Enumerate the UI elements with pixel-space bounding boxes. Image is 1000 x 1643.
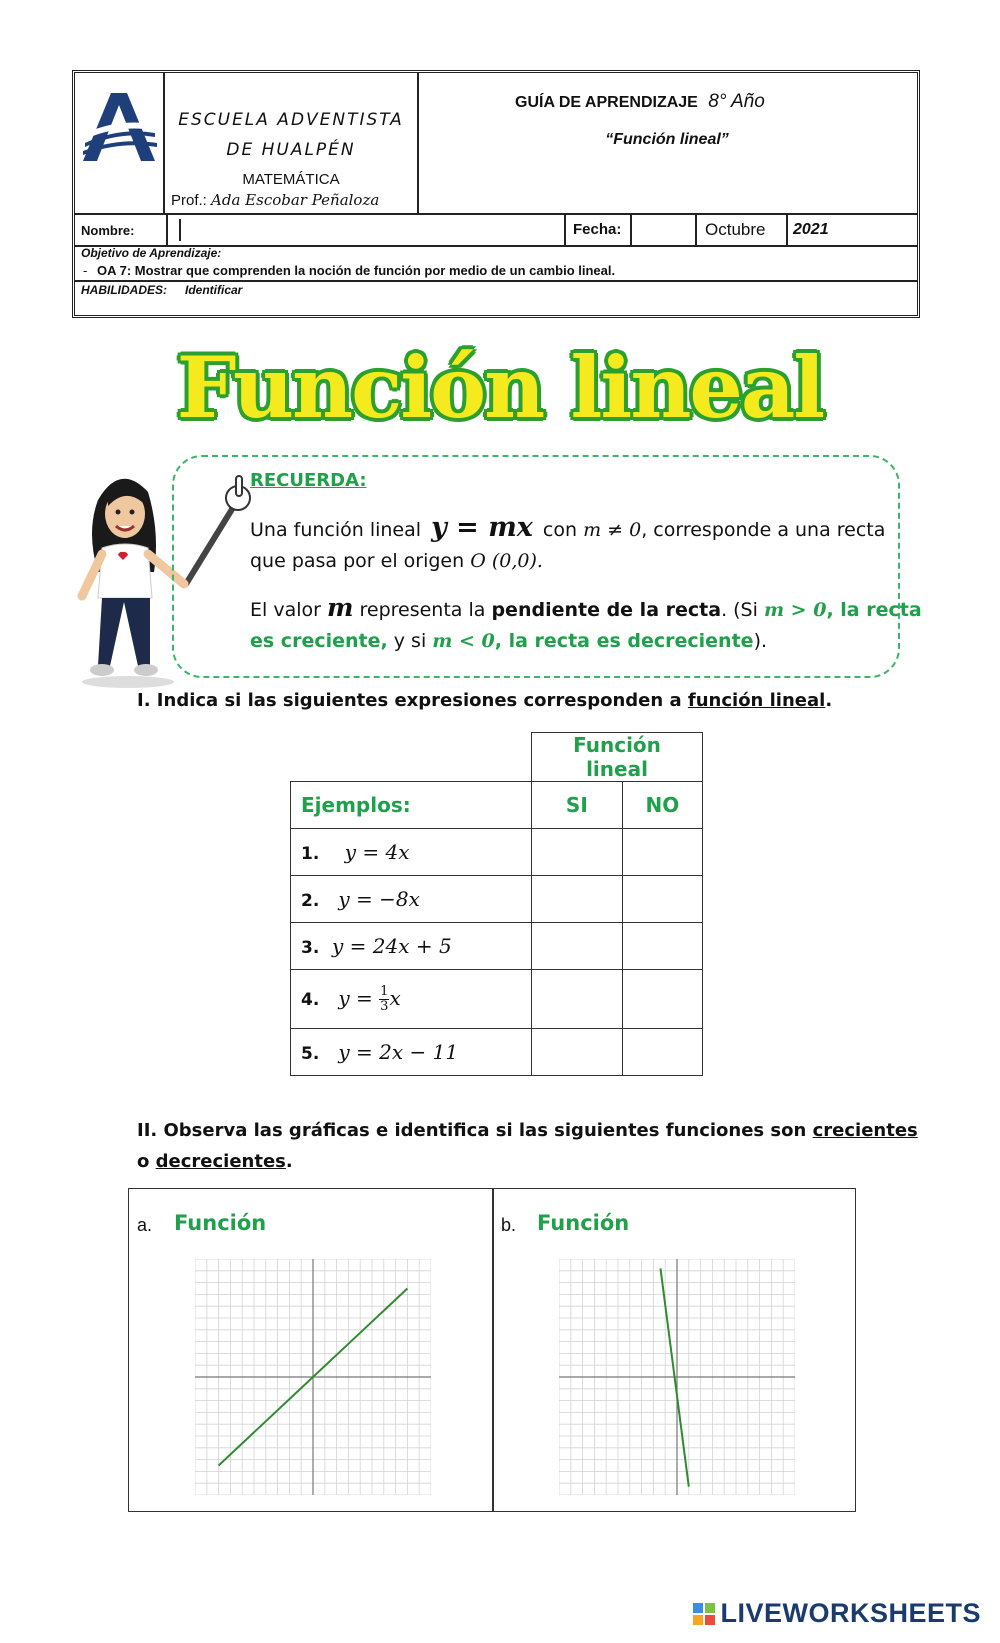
- table-header-funcion-lineal: Función lineal: [532, 733, 703, 782]
- yes-cell[interactable]: [532, 829, 623, 876]
- table-row: [291, 923, 703, 970]
- table-row: [291, 829, 703, 876]
- fraction-denominator: 3: [380, 998, 389, 1014]
- recuerda-paragraph-2: [250, 592, 922, 657]
- date-day-input[interactable]: [633, 215, 693, 243]
- footer-brand: [692, 1598, 981, 1629]
- graph-a-label: Función: [174, 1211, 267, 1235]
- name-input[interactable]: [179, 219, 561, 241]
- text-p1c: , corresponde a una recta: [641, 519, 886, 541]
- table-row: [291, 970, 703, 1029]
- date-label: Fecha:: [573, 221, 622, 238]
- month-label: Octubre: [705, 220, 766, 239]
- grade-label: 8° Año: [708, 91, 765, 112]
- text-p2c: . (Si: [721, 599, 758, 621]
- text-p2d: , la recta: [826, 599, 922, 621]
- row-expression: y = 4x: [344, 840, 410, 864]
- page-title: Función lineal: [176, 338, 824, 437]
- row-number: 4.: [301, 989, 320, 1010]
- year-label: 2021: [793, 221, 829, 238]
- text-p1a: Una función lineal: [250, 519, 422, 541]
- no-cell[interactable]: [622, 876, 702, 923]
- fraction-numerator: 1: [380, 983, 389, 999]
- recuerda-paragraph-1: [250, 512, 900, 577]
- row-number: 1.: [301, 844, 320, 864]
- graph-a-letter: a.: [137, 1215, 153, 1235]
- school-logo-icon: [81, 91, 157, 163]
- no-cell[interactable]: [622, 970, 702, 1029]
- graph-a-plot: [195, 1259, 431, 1495]
- row-number: 3.: [301, 938, 320, 958]
- graphs-box: [128, 1188, 856, 1512]
- teacher-name: Ada Escobar Peñaloza: [211, 191, 380, 209]
- text-p1b: con: [542, 519, 578, 541]
- objective-line: [83, 263, 615, 278]
- examples-header: Ejemplos:: [291, 782, 532, 829]
- text-p2e: es creciente,: [250, 630, 388, 652]
- row-number: 5.: [301, 1044, 320, 1064]
- no-cell[interactable]: [622, 923, 702, 970]
- section2-line1: II. Observa las gráficas e identifica si las siguientes funciones son: [137, 1120, 807, 1141]
- subject-label: MATEMÁTICA: [242, 171, 340, 188]
- yes-cell[interactable]: [532, 923, 623, 970]
- yes-cell[interactable]: [532, 876, 623, 923]
- row-expression: y = 2x − 11: [338, 1040, 459, 1064]
- guide-heading: [515, 91, 765, 113]
- section1-prefix: I. Indica si las siguientes expresiones corresponden a: [137, 690, 682, 711]
- condition-m-neq-0: m ≠ 0: [583, 519, 642, 541]
- row-expression: y = 24x + 5: [332, 934, 452, 958]
- text-p2g: , la recta es decreciente: [494, 630, 754, 652]
- graph-b-label: Función: [537, 1211, 630, 1235]
- teacher-line: [171, 191, 411, 209]
- no-header: NO: [622, 782, 702, 829]
- yes-cell[interactable]: [532, 970, 623, 1029]
- section2-instruction: [137, 1115, 918, 1177]
- row-number: 2.: [301, 891, 320, 911]
- footer-brand-text: LIVEWORKSHEETS: [720, 1598, 981, 1628]
- table-row: [291, 876, 703, 923]
- school-name: ESCUELA ADVENTISTA DE HUALPÉN: [178, 110, 404, 160]
- recuerda-heading: RECUERDA:: [250, 470, 367, 491]
- row-expression-x: x: [389, 985, 401, 1010]
- row-expression: y = −8x: [338, 887, 420, 911]
- objective-label: Objetivo de Aprendizaje:: [81, 246, 222, 260]
- skills-label: HABILIDADES:: [81, 283, 167, 297]
- section2-decrecientes: decrecientes: [155, 1151, 286, 1172]
- guide-title: GUÍA DE APRENDIZAJE: [515, 94, 698, 111]
- objective-text: OA 7: Mostrar que comprenden la noción de función por medio de un cambio lineal.: [96, 263, 616, 278]
- origin-point: O (0,0).: [470, 550, 543, 572]
- objective-dash: -: [83, 263, 88, 278]
- graph-b-letter: b.: [501, 1215, 517, 1235]
- skills-value: Identificar: [185, 283, 243, 297]
- yes-cell[interactable]: [532, 1029, 623, 1076]
- yes-header: SI: [532, 782, 623, 829]
- section2-suffix: .: [285, 1151, 293, 1172]
- section1-underlined: función lineal: [687, 690, 826, 711]
- text-p2f: y si: [393, 630, 427, 652]
- condition-m-gt-0: m > 0: [763, 599, 827, 621]
- text-p1d: que pasa por el origen: [250, 550, 465, 572]
- topic-label: “Función lineal”: [605, 131, 729, 148]
- slope-m: m: [326, 593, 354, 622]
- no-cell[interactable]: [622, 1029, 702, 1076]
- no-cell[interactable]: [622, 829, 702, 876]
- name-label: Nombre:: [81, 223, 135, 238]
- header-box: [72, 70, 920, 318]
- section2-line2: o: [137, 1151, 150, 1172]
- teacher-label: Prof.:: [171, 192, 207, 209]
- section2-crecientes: crecientes: [812, 1120, 918, 1141]
- slope-definition: pendiente de la recta: [491, 599, 722, 621]
- section1-suffix: .: [825, 690, 833, 711]
- liveworksheets-logo-icon: [692, 1602, 716, 1626]
- text-p2a: El valor: [250, 599, 321, 621]
- section1-instruction: [137, 690, 832, 711]
- formula-y-mx: y = mx: [431, 512, 533, 543]
- text-p2h: ).: [753, 630, 768, 652]
- graph-b-plot: [559, 1259, 795, 1495]
- linear-function-table: [290, 732, 703, 1076]
- text-p2b: representa la: [359, 599, 486, 621]
- table-row: [291, 1029, 703, 1076]
- condition-m-lt-0: m < 0: [432, 630, 495, 652]
- row-expression: y =: [338, 985, 373, 1010]
- fraction-one-third: [379, 985, 389, 1014]
